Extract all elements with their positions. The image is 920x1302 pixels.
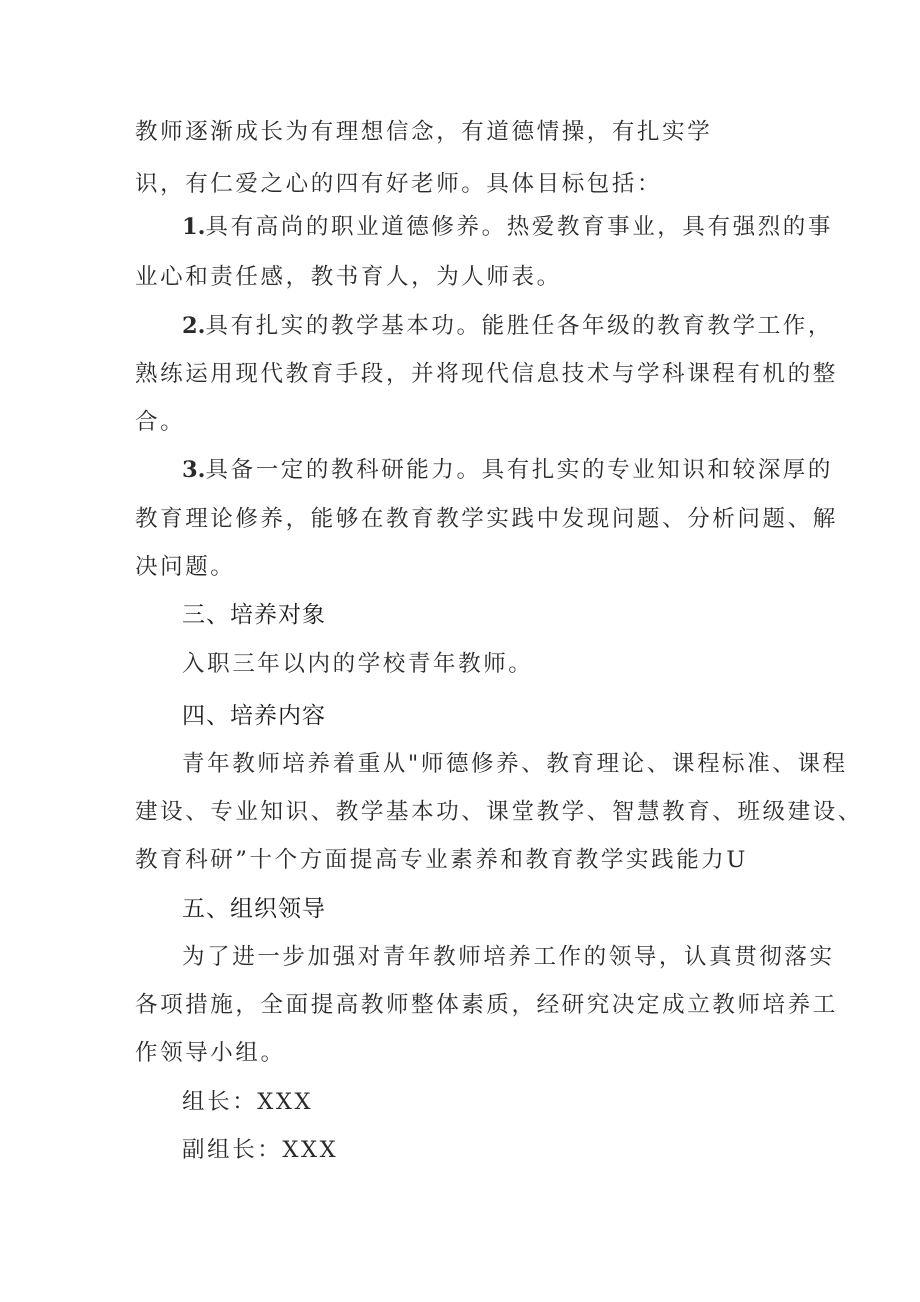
paragraph-line: 教育科研”十个方面提高专业素养和教育教学实践能力U xyxy=(135,847,748,873)
section-heading-4: 四、培养内容 xyxy=(182,703,326,729)
goal-item-1-text: 具有高尚的职业道德修养。热爱教育事业，具有强烈的事 xyxy=(205,214,834,240)
list-number: 2. xyxy=(182,313,206,339)
paragraph-line: 教师逐渐成长为有理想信念，有道德情操，有扎实学 xyxy=(135,119,713,145)
goal-item-2-text: 具有扎实的教学基本功。能胜任各年级的教育教学工作， xyxy=(205,313,834,339)
paragraph-line: 青年教师培养着重从"师德修养、教育理论、课程标准、课程 xyxy=(182,751,848,777)
paragraph-line: 为了进一步加强对青年教师培养工作的领导，认真贯彻落实 xyxy=(182,944,835,970)
list-number: 1. xyxy=(182,214,206,240)
goal-item-3-text: 具备一定的教科研能力。具有扎实的专业知识和较深厚的 xyxy=(205,457,834,483)
paragraph-line: 建设、专业知识、教学基本功、课堂教学、智慧教育、班级建设、 xyxy=(135,799,863,825)
section-heading-3: 三、培养对象 xyxy=(182,602,326,628)
goal-item-1 xyxy=(182,212,833,242)
paragraph-line: 熟练运用现代教育手段，并将现代信息技术与学科课程有机的整 xyxy=(135,361,838,387)
paragraph-line: 各项措施，全面提高教师整体素质，经研究决定成立教师培养工 xyxy=(135,992,838,1018)
paragraph-line: 教育理论修养，能够在教育教学实践中发现问题、分析问题、解 xyxy=(135,506,838,532)
deputy-leader-line: 副组长：XXX xyxy=(182,1137,339,1163)
paragraph-line: 合。 xyxy=(135,409,186,435)
goal-item-2 xyxy=(182,311,833,341)
paragraph-line: 业心和责任感，教书育人，为人师表。 xyxy=(135,264,562,290)
goal-item-3 xyxy=(182,455,833,485)
paragraph-line: 决问题。 xyxy=(135,554,236,580)
leader-line: 组长：XXX xyxy=(182,1089,314,1115)
paragraph-line: 入职三年以内的学校青年教师。 xyxy=(182,651,534,677)
paragraph-line: 识，有仁爱之心的四有好老师。具体目标包括： xyxy=(135,171,663,197)
paragraph-line: 作领导小组。 xyxy=(135,1040,286,1066)
list-number: 3. xyxy=(182,457,206,483)
section-heading-5: 五、组织领导 xyxy=(182,896,326,922)
